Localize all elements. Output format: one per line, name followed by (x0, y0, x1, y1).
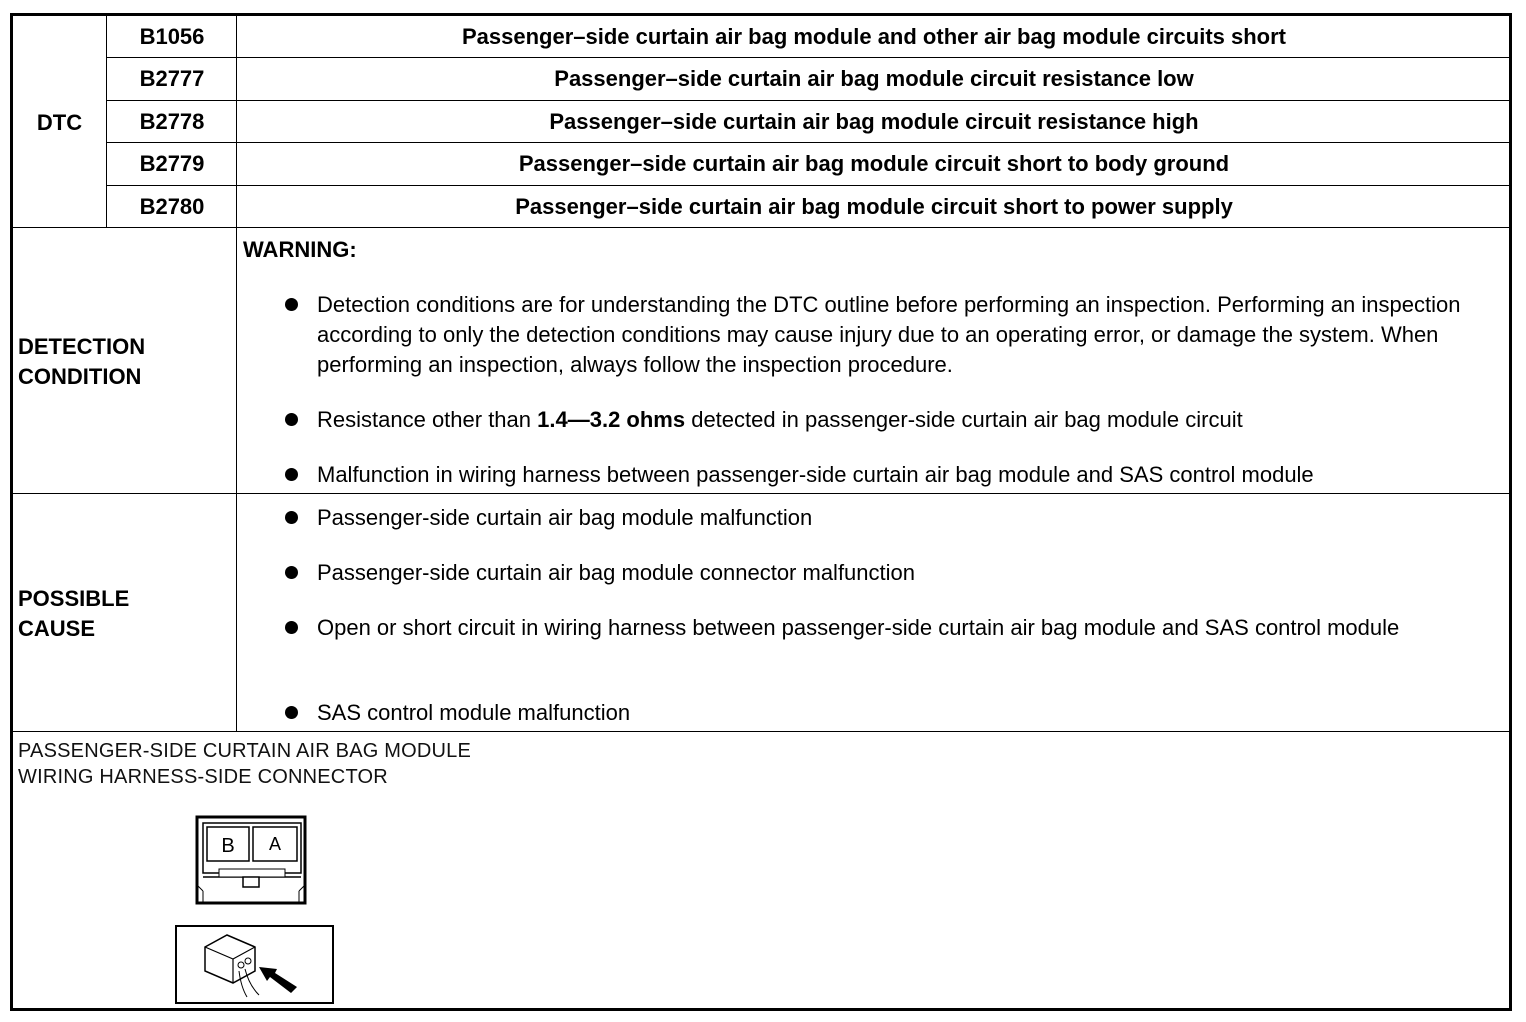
resistance-range: 1.4—3.2 ohms (537, 407, 686, 432)
connector-title-line: WIRING HARNESS-SIDE CONNECTOR (18, 766, 388, 788)
dtc-description: Passenger–side curtain air bag module circuit short to body ground (518, 151, 1230, 176)
possible-cause-label (18, 584, 129, 644)
dtc-code: B2777 (139, 66, 205, 91)
dtc-description: Passenger–side curtain air bag module circuit resistance low (554, 66, 1194, 91)
bullet-icon (285, 566, 298, 579)
dtc-code: B2779 (139, 151, 205, 176)
detection-bullet: Malfunction in wiring harness between passenger-side curtain air bag module and SAS control module (317, 462, 1314, 487)
detection-condition-label (18, 332, 145, 392)
harness-connector-view-icon (175, 925, 335, 1005)
section-divider (12, 731, 1510, 732)
dtc-code: B2780 (139, 194, 205, 219)
label-line: CONDITION (18, 364, 142, 389)
bullet-text: Resistance other than (317, 407, 538, 432)
dtc-description: Passenger–side curtain air bag module circuit resistance high (549, 109, 1199, 134)
cause-bullet: Passenger-side curtain air bag module malfunction (317, 505, 813, 530)
cause-bullet: Passenger-side curtain air bag module connector malfunction (317, 560, 915, 585)
label-line: POSSIBLE (18, 586, 130, 611)
bullet-icon (285, 413, 298, 426)
cause-bullet: Open or short circuit in wiring harness between passenger-side curtain air bag module and SAS control module (317, 615, 1400, 640)
connector-title (18, 738, 471, 790)
terminal-a-label: A (268, 834, 282, 854)
dtc-label: DTC (36, 110, 83, 135)
detection-bullet (317, 405, 1487, 435)
warning-heading: WARNING: (243, 237, 357, 262)
bullet-icon (285, 706, 298, 719)
connector-title-line: PASSENGER-SIDE CURTAIN AIR BAG MODULE (18, 740, 472, 762)
dtc-code: B1056 (139, 24, 205, 49)
cause-bullet: SAS control module malfunction (317, 700, 631, 725)
bullet-icon (285, 468, 298, 481)
bullet-icon (285, 511, 298, 524)
label-line: CAUSE (18, 616, 96, 641)
bullet-icon (285, 298, 298, 311)
detection-bullet: Detection conditions are for understanding the DTC outline before performing an inspection. Performing an inspection according to only the detection conditions may cause injury due to an operating error, or damage the system. When performing an inspection, always follow the inspection procedure. (317, 292, 1461, 377)
dtc-description: Passenger–side curtain air bag module circuit short to power supply (515, 194, 1233, 219)
terminal-b-label: B (221, 835, 235, 857)
dtc-code: B2778 (139, 109, 205, 134)
bullet-text: detected in passenger-side curtain air bag module circuit (685, 407, 1243, 432)
label-line: DETECTION (18, 334, 146, 359)
connector-face-diagram (195, 815, 309, 909)
dtc-description: Passenger–side curtain air bag module and other air bag module circuits short (462, 24, 1286, 49)
bullet-icon (285, 621, 298, 634)
